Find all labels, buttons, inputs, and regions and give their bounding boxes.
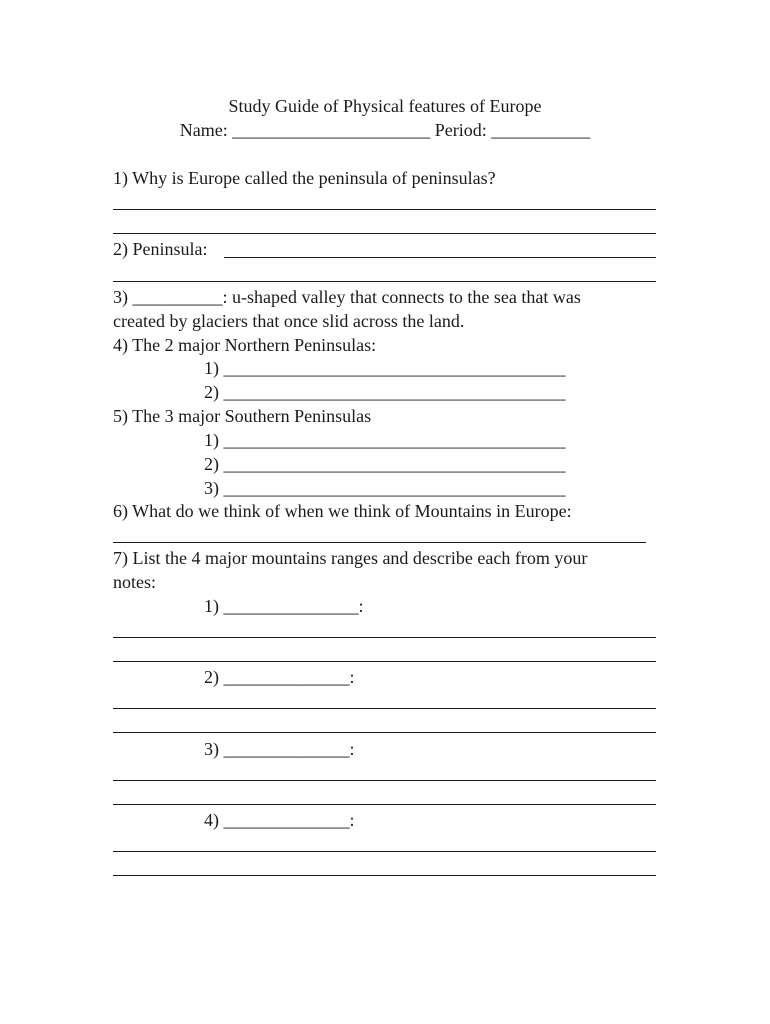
question-6: 6) What do we think of when we think of Mountains in Europe: <box>113 501 572 521</box>
question-1: 1) Why is Europe called the peninsula of peninsulas? <box>113 168 496 188</box>
question-4: 4) The 2 major Northern Peninsulas: <box>113 335 377 355</box>
question-7-line-2: notes: <box>113 572 156 592</box>
answer-line-q7-2b[interactable] <box>113 732 656 733</box>
answer-line-q7-4b[interactable] <box>113 875 656 876</box>
answer-line-q2-a[interactable] <box>224 257 656 258</box>
answer-line-q7-2a[interactable] <box>113 708 656 709</box>
question-3-line-1: 3) __________: u-shaped valley that connects to the sea that was <box>113 287 581 307</box>
answer-line-q1-b[interactable] <box>113 233 656 234</box>
question-5: 5) The 3 major Southern Peninsulas <box>113 406 372 426</box>
q7-item-1[interactable]: 1) _______________: <box>204 596 364 616</box>
answer-line-q6[interactable] <box>113 542 646 543</box>
question-7-line-1: 7) List the 4 major mountains ranges and describe each from your <box>113 548 588 568</box>
page-title: Study Guide of Physical features of Europe <box>228 96 542 116</box>
answer-line-q7-3b[interactable] <box>113 804 656 805</box>
answer-line-q1-a[interactable] <box>113 209 656 210</box>
answer-line-q7-1b[interactable] <box>113 661 656 662</box>
answer-line-q7-1a[interactable] <box>113 637 656 638</box>
q4-item-2[interactable]: 2) ______________________________________ <box>204 382 566 402</box>
question-2: 2) Peninsula: <box>113 239 208 259</box>
q5-item-2[interactable]: 2) ______________________________________ <box>204 454 566 474</box>
q7-item-4[interactable]: 4) ______________: <box>204 810 355 830</box>
q4-item-1[interactable]: 1) ______________________________________ <box>204 358 566 378</box>
answer-line-q7-3a[interactable] <box>113 780 656 781</box>
name-period-line: Name: ______________________ Period: ___________ <box>179 120 591 140</box>
q7-item-2[interactable]: 2) ______________: <box>204 667 355 687</box>
q5-item-3[interactable]: 3) ______________________________________ <box>204 478 566 498</box>
question-3-line-2: created by glaciers that once slid across the land. <box>113 311 465 331</box>
q7-item-3[interactable]: 3) ______________: <box>204 739 355 759</box>
answer-line-q7-4a[interactable] <box>113 851 656 852</box>
answer-line-q2-b[interactable] <box>113 281 656 282</box>
q5-item-1[interactable]: 1) ______________________________________ <box>204 430 566 450</box>
